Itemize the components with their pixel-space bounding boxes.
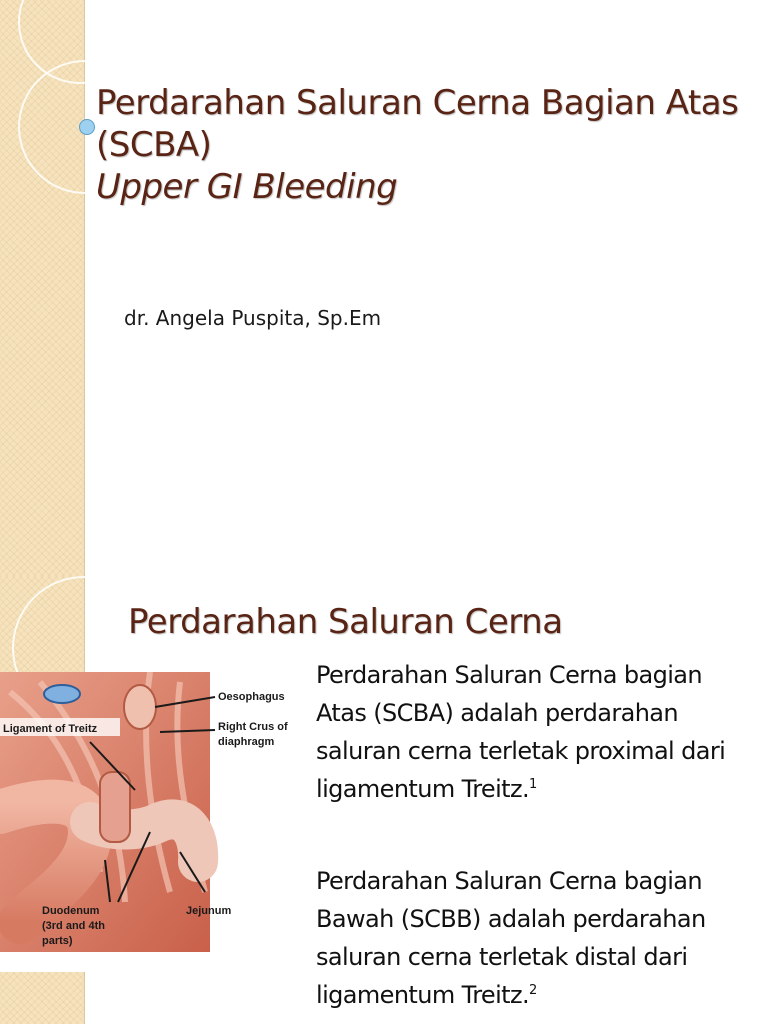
presentation-subtitle: Upper GI Bleeding [96,167,398,207]
accent-dot-icon [79,119,95,135]
ligament-of-treitz-illustration [0,672,300,972]
label-jejunum: Jejunum [186,905,232,917]
vessel-icon [44,685,80,703]
label-right-crus: Right Crus of [218,721,288,733]
paragraph-scba [316,656,756,808]
title-line-2: (SCBA) [96,125,212,165]
paragraph-scba-text: Perdarahan Saluran Cerna bagian Atas (SCBA) adalah perdarahan saluran cerna terletak proximal dari ligamentum Treitz. [316,661,726,803]
label-diaphragm: diaphragm [218,736,275,748]
reference-2: 2 [529,983,537,998]
paragraph-scbb [316,862,756,1014]
reference-1: 1 [529,777,537,792]
presentation-title [96,82,756,208]
anatomy-figure [0,672,300,972]
label-duodenum-parts: (3rd and 4th [42,920,105,932]
content-slide [0,576,768,1024]
label-oesophagus: Oesophagus [218,691,285,703]
label-ligament-of-treitz: Ligament of Treitz [3,723,98,735]
author-name: dr. Angela Puspita, Sp.Em [124,306,382,330]
label-duodenum: Duodenum [42,905,100,917]
label-duodenum-parts-2: parts) [42,935,73,947]
title-line-1: Perdarahan Saluran Cerna Bagian Atas [96,83,739,123]
slide-title: Perdarahan Saluran Cerna [128,602,563,642]
oesophagus-shape [124,685,156,729]
paragraph-scbb-text: Perdarahan Saluran Cerna bagian Bawah (SCBB) adalah perdarahan saluran cerna terletak distal dari ligamentum Treitz. [316,867,706,1009]
